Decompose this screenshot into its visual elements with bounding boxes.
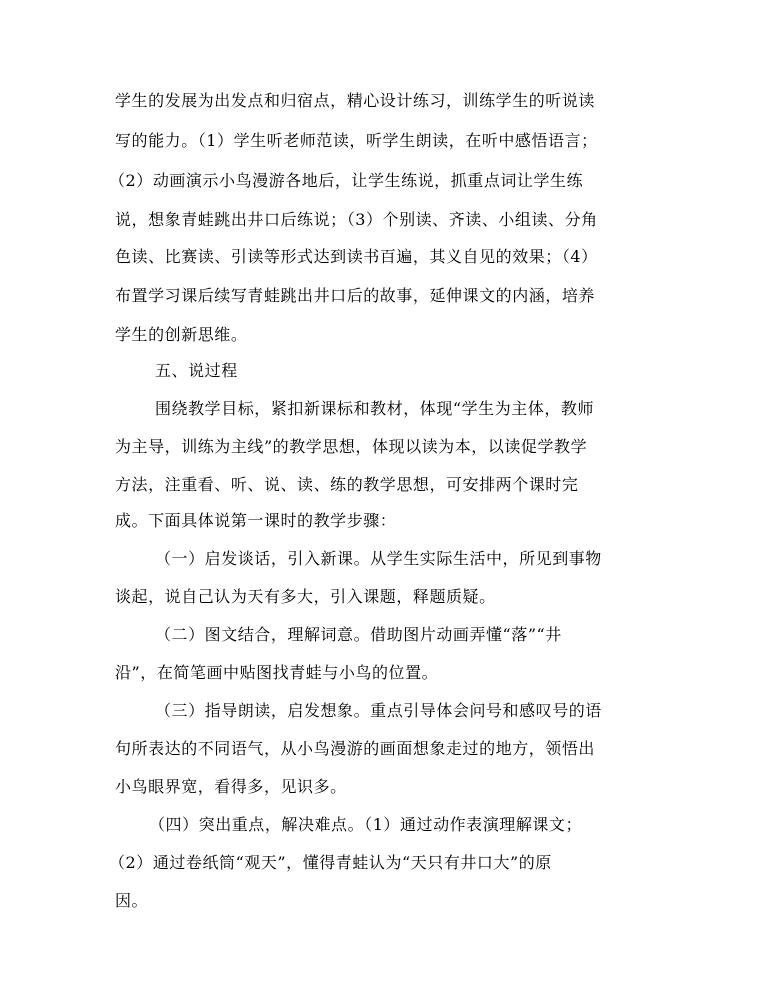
text-line: 小鸟眼界宽，看得多，见识多。 xyxy=(115,777,347,796)
text-line: 沿”，在简笔画中贴图找青蛙与小鸟的位置。 xyxy=(115,663,439,682)
text-line: 写的能力。（1）学生听老师范读，听学生朗读，在听中感悟语言； xyxy=(115,131,598,150)
text-line: 围绕教学目标，紧扣新课标和教材，体现“学生为主体，教师 xyxy=(155,399,595,418)
text-line: 学生的发展为出发点和归宿点，精心设计练习，训练学生的听说读 xyxy=(115,91,595,110)
text-line: （二）图文结合，理解词意。借助图片动画弄懂“落”“井 xyxy=(155,625,562,644)
text-line: 学生的创新思维。 xyxy=(115,325,248,344)
text-line: 句所表达的不同语气，从小鸟漫游的画面想象走过的地方，领悟出 xyxy=(115,739,595,758)
text-line: 布置学习课后续写青蛙跳出井口后的故事，延伸课文的内涵，培养 xyxy=(115,286,595,305)
section-heading: 五、说过程 xyxy=(155,361,238,380)
text-line: 为主导，训练为主线”的教学思想，体现以读为本，以读促学教学 xyxy=(115,437,588,456)
text-line: 色读、比赛读、引读等形式达到读书百遍，其义自见的效果；（4） xyxy=(115,247,598,266)
text-line: （三）指导朗读，启发想象。重点引导体会问号和感叹号的语 xyxy=(155,701,602,720)
text-line: 说，想象青蛙跳出井口后练说；（3）个别读、齐读、小组读、分角 xyxy=(115,210,598,229)
text-line: 方法，注重看、听、说、读、练的教学思想，可安排两个课时完 xyxy=(115,475,579,494)
text-line: 成。下面具体说第一课时的教学步骤： xyxy=(115,511,397,530)
text-line: （2）通过卷纸筒“观天”，懂得青蛙认为“天只有井口大”的原 xyxy=(109,853,552,872)
text-line: （四）突出重点，解决难点。（1）通过动作表演理解课文； xyxy=(149,815,583,834)
text-line: 谈起，说自己认为天有多大，引入课题，释题质疑。 xyxy=(115,587,496,606)
text-line: 因。 xyxy=(115,891,149,910)
text-line: （2）动画演示小鸟漫游各地后，让学生练说，抓重点词让学生练 xyxy=(109,171,584,190)
text-line: （一）启发谈话，引入新课。从学生实际生活中，所见到事物 xyxy=(155,549,602,568)
